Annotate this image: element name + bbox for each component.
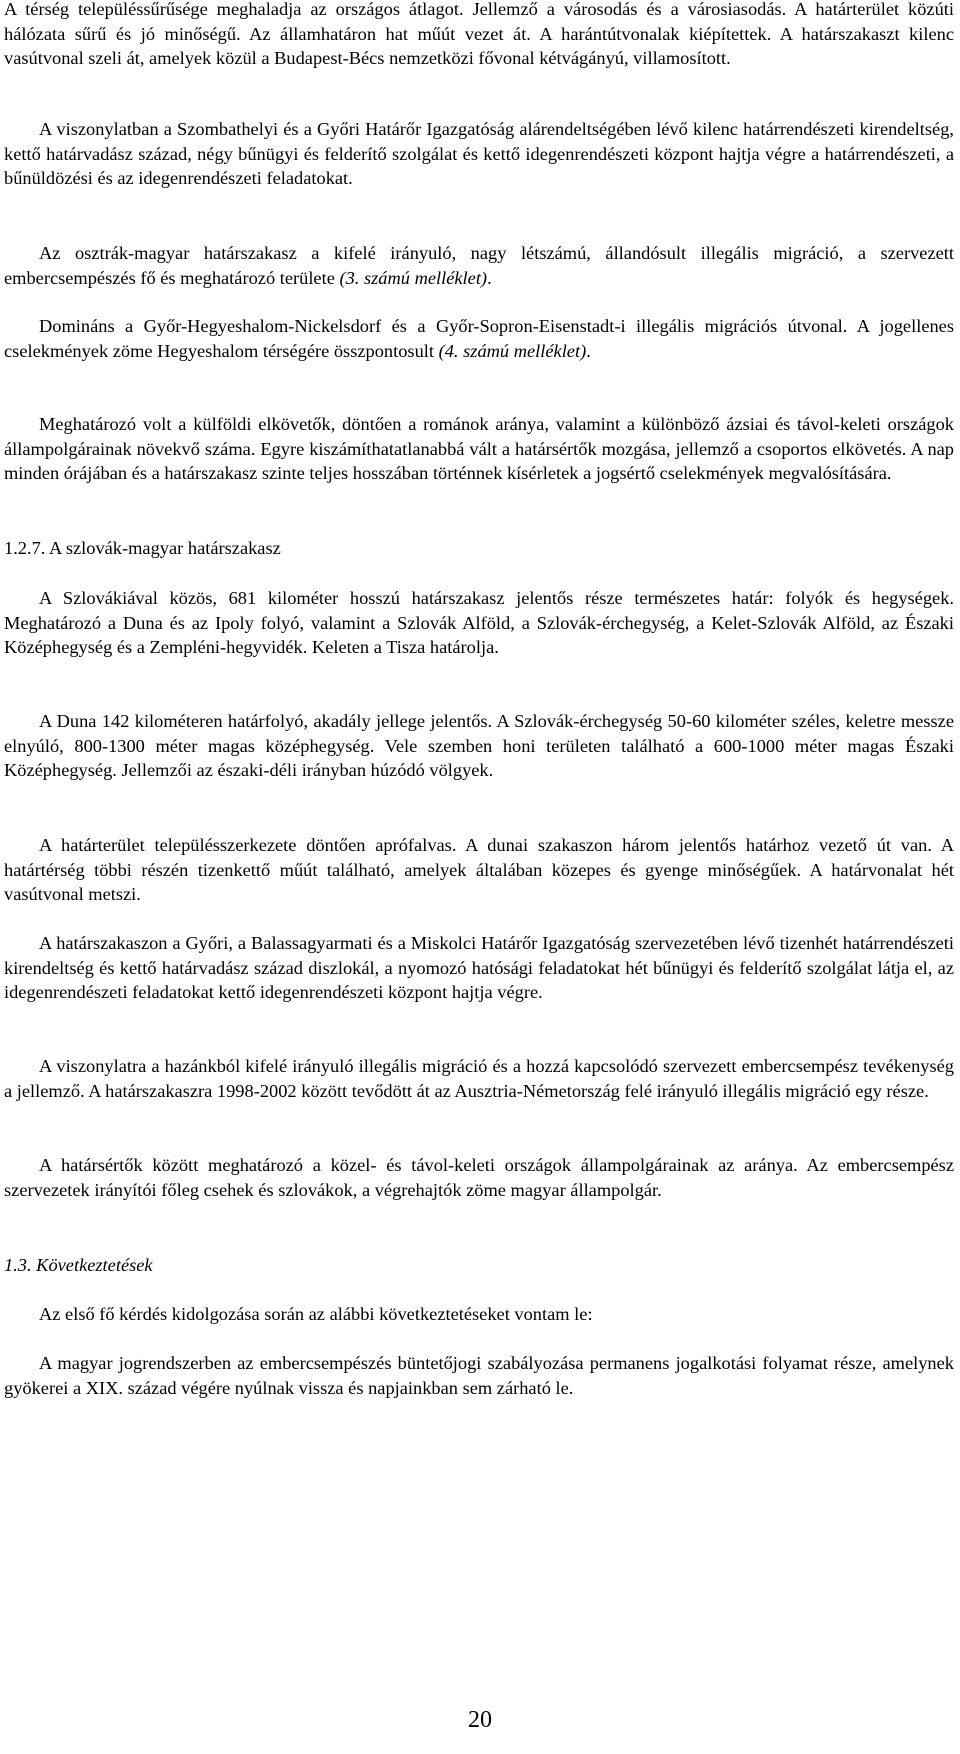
annex-reference: (3. számú melléklet)	[339, 267, 488, 288]
paragraph-text: Az osztrák-magyar határszakasz a kifelé irányuló, nagy létszámú, állandósult illegális migráció, a szervezett embercsempészés fő és meghatározó területe	[4, 243, 954, 288]
paragraph-settlement-density: A térség településsűrűsége meghaladja az országos átlagot. Jellemző a városodás és a városiasodás. A határterület közúti hálózata sűrű és jó minőségű. Az államhatáron hat műút vezet át. A harántútvonalak kiépítettek. A határszakaszt kilenc vasútvonal szeli át, amelyek közül a Budapest-Bécs nemzetközi fővonal kétvágányú, villamosított.	[4, 0, 954, 68]
paragraph-settlement-structure: A határterület településszerkezete döntően aprófalvas. A dunai szakaszon három jelentős határhoz vezető út van. A határtérség többi részén tizenkettő műút található, amelyek általában közepes és gyenge minőségűek. A határvonalat hét vasútvonal metszi.	[4, 835, 954, 904]
section-heading-conclusions: 1.3. Következtetések	[4, 1255, 153, 1275]
paragraph-text-end: .	[487, 267, 492, 288]
paragraph-border-guard-units: A viszonylatban a Szombathelyi és a Győri Határőr Igazgatóság alárendeltségében lévő kilenc határrendészeti kirendeltség, kettő határvadász század, négy bűnügyi és felderítő szolgálat és kettő idegenrendészeti központ hajtja végre a határrendészeti, a bűnüldözési és az idegenrendészeti feladatokat.	[4, 119, 954, 188]
paragraph-text-end: .	[586, 340, 591, 361]
paragraph-border-violators: A határsértők között meghatározó a közel- és távol-keleti országok állampolgárainak az aránya. Az embercsempész szervezetek irányítói főleg csehek és szlovákok, a végrehajtók zöme magyar állampolgár.	[4, 1155, 954, 1200]
paragraph-conclusions-intro: Az első fő kérdés kidolgozása során az alábbi következtetéseket vontam le:	[39, 1304, 593, 1324]
annex-reference: (4. számú melléklet)	[438, 340, 587, 361]
paragraph-slovak-border-geography: A Szlovákiával közös, 681 kilométer hosszú határszakasz jelentős része természetes határ: folyók és hegységek. Meghatározó a Duna és az Ipoly folyó, valamint a Szlovák Alföld, a Szlovák-érchegység, a Kelet-Szlovák Alföld, az Északi Középhegység és a Zempléni-hegyvidék. Keleten a Tisza határolja.	[4, 588, 954, 657]
section-heading-slovak-hungarian-border: 1.2.7. A szlovák-magyar határszakasz	[4, 538, 281, 558]
paragraph-danube-mountains: A Duna 142 kilométeren határfolyó, akadály jellege jelentős. A Szlovák-érchegység 50-60 kilométer széles, keletre messze elnyúló, 800-1300 méter magas középhegység. Vele szemben honi területen található a 600-1000 méter magas Északi Középhegység. Jellemzői az északi-déli irányban húzódó völgyek.	[4, 711, 954, 780]
page-number: 20	[468, 1707, 492, 1733]
paragraph-legal-system: A magyar jogrendszerben az embercsempészés büntetőjogi szabályozása permanens jogalkotási folyamat része, amelynek gyökerei a XIX. század végére nyúlnak vissza és napjainkban sem zárható le.	[4, 1353, 954, 1398]
paragraph-austrian-border-migration	[4, 241, 954, 290]
paragraph-foreign-offenders: Meghatározó volt a külföldi elkövetők, döntően a románok aránya, valamint a különböző ázsiai és távol-keleti országok állampolgárainak növekvő száma. Egyre kiszámíthatatlanabbá vált a határsértők mozgása, jellemző a csoportos elkövetés. A nap minden órájában és a határszakasz szinte teljes hosszában történnek kísérletek a jogsértő cselekmények megvalósítására.	[4, 414, 954, 483]
paragraph-border-directorates: A határszakaszon a Győri, a Balassagyarmati és a Miskolci Határőr Igazgatóság szervezetében lévő tizenhét határrendészeti kirendeltség és kettő határvadász század diszlokál, a nyomozó hatósági feladatokat hét bűnügyi és felderítő szolgálat látja el, az idegenrendészeti feladatokat kettő idegenrendészeti központ hajtja végre.	[4, 933, 954, 1002]
paragraph-text: Domináns a Győr-Hegyeshalom-Nickelsdorf és a Győr-Sopron-Eisenstadt-i illegális migrációs útvonal. A jogellenes cselekmények zöme Hegyeshalom térségére összpontosult	[4, 316, 954, 361]
paragraph-migration-routes	[4, 314, 954, 363]
paragraph-outbound-migration: A viszonylatra a hazánkból kifelé irányuló illegális migráció és a hozzá kapcsolódó szervezett embercsempész tevékenység a jellemző. A határszakaszra 1998-2002 között tevődött át az Ausztria-Németország felé irányuló illegális migráció egy része.	[4, 1056, 954, 1101]
